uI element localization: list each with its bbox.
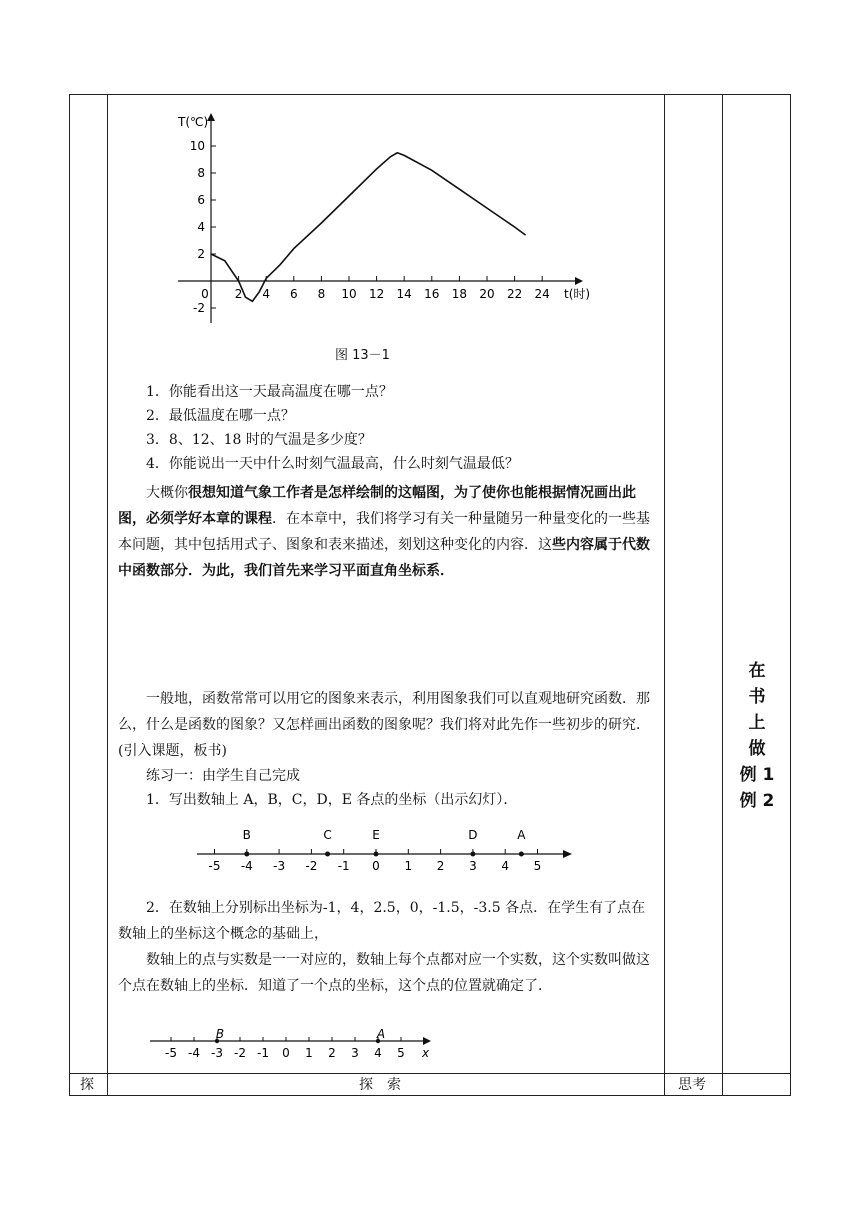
- side-note: 在: [748, 661, 766, 681]
- number-line-tick-label: 1: [305, 1046, 313, 1060]
- number-line-2: [148, 1026, 438, 1066]
- number-line-tick-label: -2: [234, 1046, 246, 1060]
- side-note: 做: [748, 739, 766, 759]
- number-line-tick-label: 5: [533, 859, 542, 873]
- point-a: [519, 852, 524, 857]
- number-line-tick-label: -4: [188, 1046, 200, 1060]
- y-tick-label: -2: [193, 301, 205, 315]
- point-c: [325, 852, 330, 857]
- question-3: 3．8、12、18 时的气温是多少度？: [146, 432, 372, 448]
- point-label-a: A: [517, 828, 526, 842]
- number-line-tick-label: 3: [469, 859, 477, 873]
- coordinate-paragraph: 数轴上的点与实数是一一对应的，数轴上每个点都对应一个实数，这个实数叫做这个点在数轴上的坐标．知道了一个点的坐标，这个点的位置就确定了．: [118, 952, 650, 994]
- x-tick-label: 18: [451, 287, 468, 301]
- question-1: 1．你能看出这一天最高温度在哪一点？: [146, 384, 393, 400]
- side-note: 例 2: [739, 791, 775, 811]
- intro-text: ．在本章中，我们将学习有关一种量随另一种量变化的一些基本问题，其中包括用式子、图象和表来描述，刻划这种变化的内容．这: [118, 511, 650, 553]
- number-line-tick-label: 4: [501, 859, 510, 873]
- x-axis-ticks: [201, 276, 550, 301]
- x-tick-label: 0: [201, 287, 209, 301]
- column-divider: [664, 94, 665, 1096]
- number-line-tick-label: -2: [305, 859, 318, 873]
- number-line-tick-label: 3: [351, 1046, 359, 1060]
- y-tick-label: 6: [197, 193, 205, 207]
- x-tick-label: 22: [506, 287, 523, 301]
- figure-caption: 图 13－1: [335, 348, 390, 363]
- side-notes: [723, 658, 791, 814]
- y-tick-label: 4: [197, 220, 205, 234]
- number-line-tick-label: 2: [436, 859, 445, 873]
- side-note: 例 1: [739, 765, 775, 785]
- intro-bold-text: 些内容属于代数中函数部分．为此，我们首先来学习平面直角坐标系．: [118, 537, 650, 579]
- x-tick-label: 2: [234, 287, 243, 301]
- x-tick-label: 4: [262, 287, 271, 301]
- number-line-tick-label: 1: [404, 859, 413, 873]
- point-label-b: B: [242, 828, 251, 842]
- point-e: [374, 852, 379, 857]
- number-line-arrow: [423, 1037, 431, 1045]
- point-label-d: D: [468, 828, 478, 842]
- temperature-graph: [160, 105, 620, 330]
- x-axis-label: t(时): [564, 287, 591, 301]
- y-axis-arrow: [207, 113, 215, 121]
- number-line-axis-label: x: [422, 1046, 430, 1060]
- x-tick-label: 10: [341, 287, 357, 301]
- x-tick-label: 14: [396, 287, 412, 301]
- practice-title: 练习一：由学生自己完成: [146, 768, 300, 784]
- number-line-1: [195, 822, 580, 874]
- point-label-c: C: [323, 828, 332, 842]
- number-line-tick-label: 2: [328, 1046, 336, 1060]
- question-4: 4．你能说出一天中什么时刻气温最高，什么时刻气温最低？: [146, 456, 519, 472]
- practice-question-2: 2．在数轴上分别标出坐标为-1，4，2.5，0，-1.5，-3.5 各点．在学生有了点在数轴上的坐标这个概念的基础上，: [118, 900, 646, 942]
- column-divider: [107, 94, 108, 1096]
- intro-paragraph: [118, 480, 656, 584]
- question-2: 2．最低温度在哪一点？: [146, 408, 295, 424]
- footer-col-2: 探 索: [359, 1077, 401, 1093]
- function-graph-paragraph: 一般地，函数常常可以用它的图象来表示，利用图象我们可以直观地研究函数．那么，什么是函数的图象？又怎样画出函数的图象呢？我们将对此先作一些初步的研究．(引入课题，板书): [118, 691, 650, 759]
- practice-question-1: 1．写出数轴上 A，B，C，D，E 各点的坐标（出示幻灯）．: [146, 792, 518, 808]
- footer-col-1: 探: [80, 1077, 94, 1093]
- y-tick-label: 8: [197, 166, 205, 180]
- intro-bold-text: 很想知道气象工作者是怎样绘制的这幅图，为了使你也能根据情况画出此图，必须学好本章的课程: [118, 485, 636, 527]
- y-tick-label: 2: [197, 247, 205, 261]
- x-tick-label: 24: [534, 287, 550, 301]
- x-tick-label: 8: [317, 287, 326, 301]
- point-d: [470, 852, 475, 857]
- footer-col-3: 思考: [678, 1077, 706, 1093]
- number-line-tick-label: 5: [397, 1046, 405, 1060]
- y-axis-label: T(℃): [178, 115, 209, 129]
- point-label-b: B: [215, 1027, 225, 1041]
- temperature-curve: [211, 153, 526, 301]
- number-line-tick-label: -5: [165, 1046, 177, 1060]
- intro-text: 大概你: [146, 485, 188, 501]
- x-tick-label: 12: [368, 287, 385, 301]
- point-label-e: E: [372, 828, 380, 842]
- x-tick-label: 6: [289, 287, 298, 301]
- main-text-lower: [118, 895, 656, 999]
- number-line-tick-label: -1: [337, 859, 350, 873]
- number-line-tick-label: -1: [257, 1046, 269, 1060]
- number-line-tick-label: -3: [211, 1046, 223, 1060]
- side-note: 书: [748, 687, 766, 707]
- footer-row-divider: [69, 1073, 791, 1074]
- number-line-tick-label: -3: [273, 859, 286, 873]
- point-label-a: A: [376, 1027, 386, 1041]
- main-text-middle: [118, 686, 656, 812]
- point-b: [244, 852, 249, 857]
- side-note: 上: [748, 713, 766, 733]
- number-line-tick-label: 0: [372, 859, 380, 873]
- number-line-tick-label: 4: [374, 1046, 382, 1060]
- x-tick-label: 20: [479, 287, 495, 301]
- number-line-arrow: [563, 850, 572, 858]
- column-divider: [722, 94, 723, 1096]
- number-line-tick-label: 0: [282, 1046, 290, 1060]
- main-text-upper: [118, 380, 656, 584]
- number-line-tick-label: -4: [240, 859, 253, 873]
- x-axis-arrow: [575, 277, 583, 285]
- number-line-tick-label: -5: [208, 859, 221, 873]
- x-tick-label: 16: [424, 287, 440, 301]
- y-tick-label: 10: [189, 139, 205, 153]
